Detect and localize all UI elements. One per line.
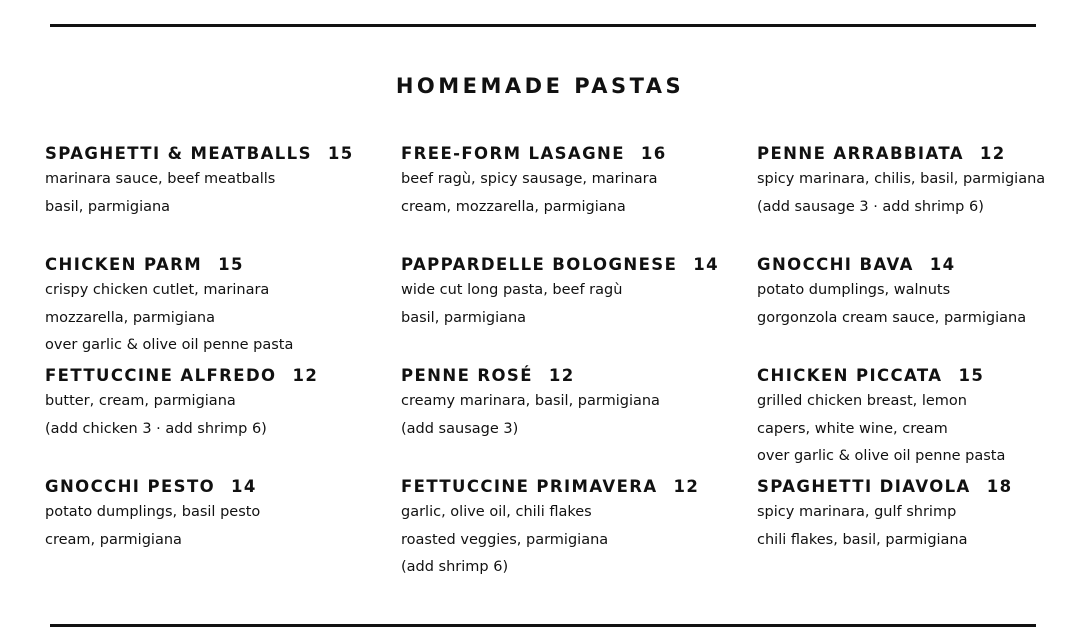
item-description: wide cut long pasta, beef ragù — [401, 282, 623, 298]
item-description: gorgonzola cream sauce, parmigiana — [757, 309, 1027, 326]
item-name: CHICKEN PICCATA — [757, 366, 943, 385]
top-divider — [50, 24, 1036, 27]
item-price: 18 — [986, 477, 1013, 496]
item-name: FREE-FORM LASAGNE — [401, 144, 625, 163]
item-description: butter, cream, parmigiana — [45, 393, 236, 409]
menu-item — [757, 475, 1045, 586]
item-name: CHICKEN PARM — [45, 255, 203, 274]
item-price: 14 — [693, 255, 720, 274]
item-price: 15 — [218, 255, 244, 274]
item-description: cream, parmigiana — [45, 531, 182, 548]
item-name: PAPPARDELLE BOLOGNESE — [401, 255, 678, 274]
menu-column-3 — [757, 142, 1045, 586]
item-name: SPAGHETTI DIAVOLA — [757, 477, 971, 496]
menu-item — [757, 253, 1045, 364]
item-description: roasted veggies, parmigiana — [401, 531, 609, 548]
item-price: 14 — [929, 255, 956, 274]
menu-item — [401, 475, 719, 586]
menu-column-1 — [45, 142, 354, 586]
item-price: 12 — [979, 144, 1006, 163]
item-description: (add sausage 3) — [401, 420, 519, 437]
item-price: 12 — [548, 366, 575, 385]
menu-item — [45, 253, 354, 364]
item-name: PENNE ARRABBIATA — [757, 144, 964, 163]
menu-item — [401, 253, 719, 364]
item-description: spicy marinara, gulf shrimp — [757, 504, 957, 520]
item-price: 15 — [958, 366, 985, 385]
item-description: (add shrimp 6) — [401, 559, 509, 575]
item-name: FETTUCCINE PRIMAVERA — [401, 477, 658, 496]
item-description: garlic, olive oil, chili flakes — [401, 504, 592, 520]
item-name: GNOCCHI PESTO — [45, 477, 216, 496]
menu-column-2 — [401, 142, 719, 586]
item-description: basil, parmigiana — [401, 309, 527, 326]
menu-item — [757, 142, 1045, 253]
item-price: 14 — [231, 477, 257, 496]
item-description: crispy chicken cutlet, marinara — [45, 282, 270, 298]
item-name: FETTUCCINE ALFREDO — [45, 366, 277, 385]
item-description: (add sausage 3 · add shrimp 6) — [757, 198, 984, 215]
menu-item — [45, 142, 354, 253]
item-description: grilled chicken breast, lemon — [757, 393, 967, 409]
item-name: GNOCCHI BAVA — [757, 255, 914, 274]
item-name: SPAGHETTI & MEATBALLS — [45, 144, 312, 163]
menu-item — [45, 364, 354, 475]
item-price: 15 — [327, 144, 354, 163]
item-name: PENNE ROSÉ — [401, 366, 533, 385]
item-description: mozzarella, parmigiana — [45, 309, 215, 326]
item-description: basil, parmigiana — [45, 198, 171, 215]
menu-item — [757, 364, 1045, 475]
item-description: over garlic & olive oil penne pasta — [757, 448, 1006, 464]
item-description: over garlic & olive oil penne pasta — [45, 337, 294, 353]
item-description: capers, white wine, cream — [757, 420, 948, 437]
menu-item — [45, 475, 354, 586]
menu-item — [401, 142, 719, 253]
menu-item — [401, 364, 719, 475]
item-description: beef ragù, spicy sausage, marinara — [401, 171, 658, 187]
item-description: cream, mozzarella, parmigiana — [401, 198, 626, 215]
item-price: 12 — [292, 366, 319, 385]
item-description: (add chicken 3 · add shrimp 6) — [45, 420, 267, 437]
section-title: HOMEMADE PASTAS — [395, 74, 685, 98]
item-description: chili flakes, basil, parmigiana — [757, 531, 968, 548]
item-description: potato dumplings, walnuts — [757, 282, 951, 298]
item-description: creamy marinara, basil, parmigiana — [401, 393, 660, 409]
bottom-divider — [50, 624, 1036, 627]
item-price: 12 — [673, 477, 700, 496]
item-description: spicy marinara, chilis, basil, parmigiana — [757, 171, 1046, 187]
item-price: 16 — [640, 144, 667, 163]
item-description: marinara sauce, beef meatballs — [45, 171, 276, 187]
item-description: potato dumplings, basil pesto — [45, 504, 261, 520]
